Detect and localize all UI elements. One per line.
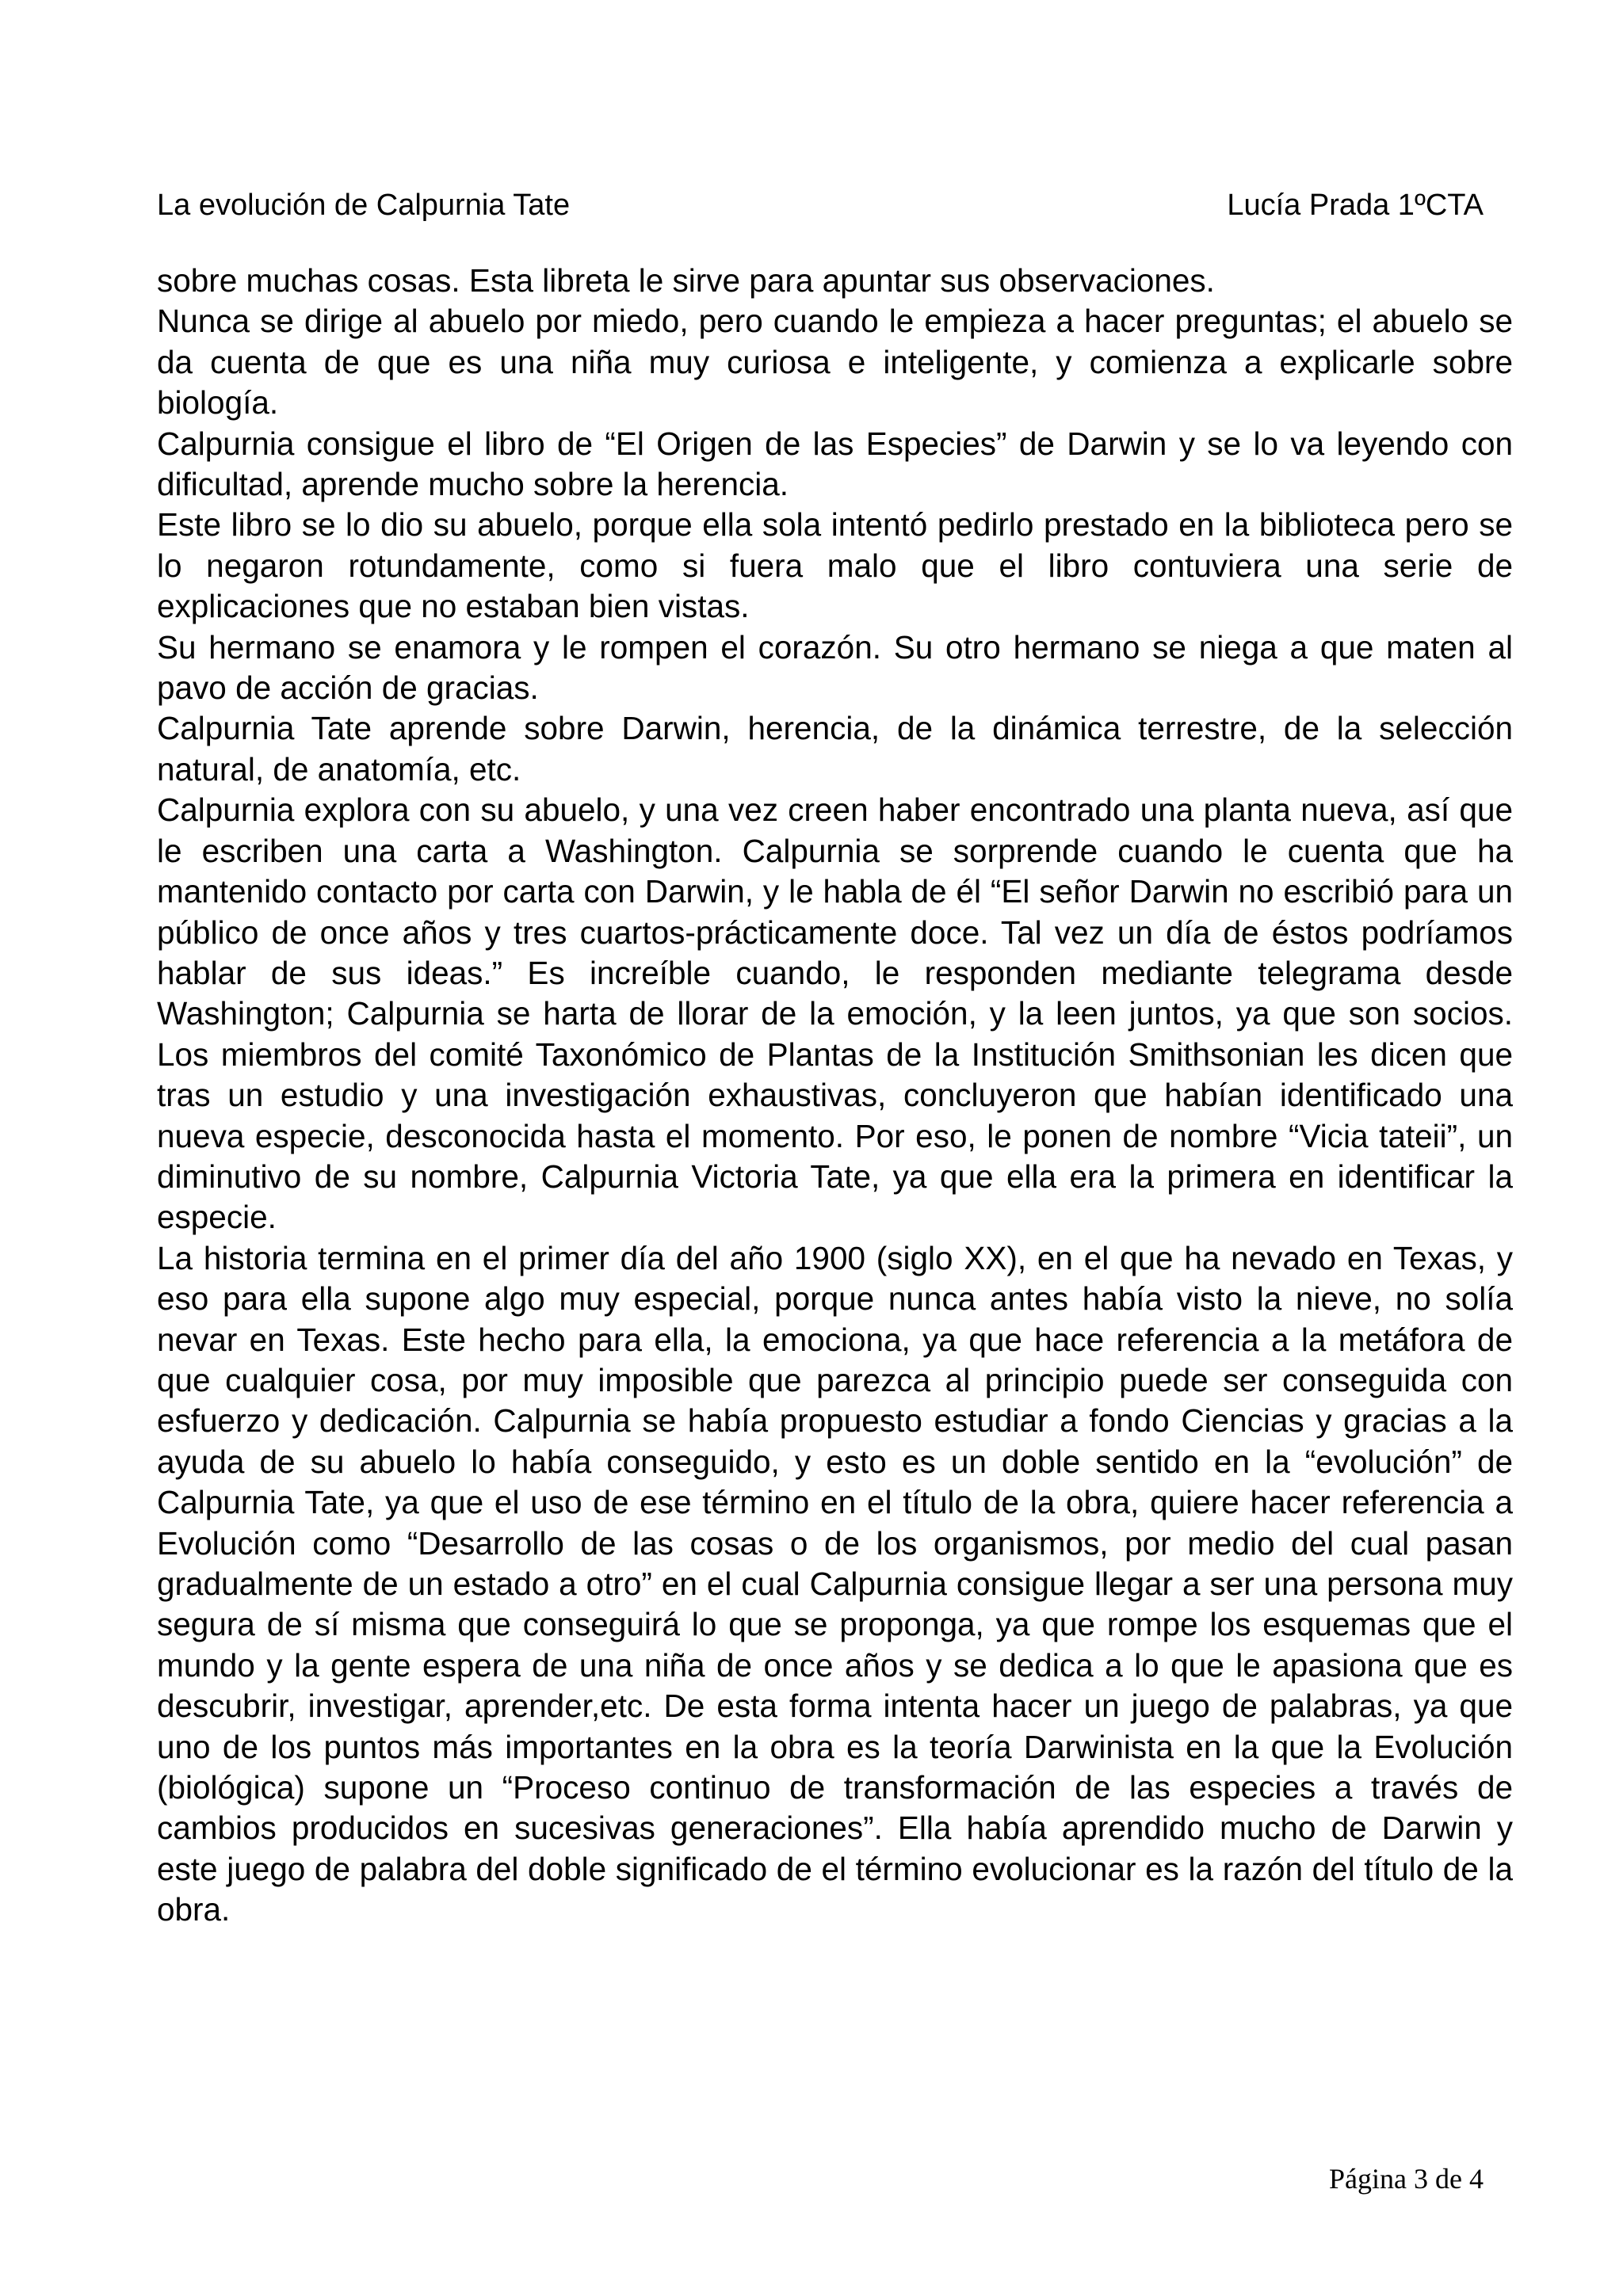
- document-title: La evolución de Calpurnia Tate: [157, 189, 571, 222]
- author-label: Lucía Prada 1ºCTA: [1227, 189, 1484, 222]
- page-number: Página 3 de 4: [1329, 2163, 1484, 2195]
- paragraph: Nunca se dirige al abuelo por miedo, pero cuando le empieza a hacer preguntas; el abuelo se da cuenta de que es una niña muy curiosa e inteligente, y comienza a explicarle sobre biología.: [157, 303, 1513, 421]
- paragraph: sobre muchas cosas. Esta libreta le sirve para apuntar sus observaciones.: [157, 262, 1215, 299]
- paragraph: Calpurnia Tate aprende sobre Darwin, herencia, de la dinámica terrestre, de la selección natural, de anatomía, etc.: [157, 710, 1513, 788]
- paragraph: Calpurnia explora con su abuelo, y una vez creen haber encontrado una planta nueva, así que le escriben una carta a Washington. Calpurnia se sorprende cuando le cuenta que ha mantenido contacto por carta con Darwin, y le habla de él “El señor Darwin no escribió para un público de once años y tres cuartos-prácticamente doce. Tal vez un día de éstos podríamos hablar de sus ideas.” Es increíble cuando, le responden mediante telegrama desde Washington; Calpurnia se harta de llorar de la emoción, y la leen juntos, ya que son socios. Los miembros del comité Taxonómico de Plantas de la Institución Smithsonian les dicen que tras un estudio y una investigación exhaustivas, concluyeron que habían identificado una nueva especie, desconocida hasta el momento. Por eso, le ponen de nombre “Vicia tateii”, un diminutivo de su nombre, Calpurnia Victoria Tate, ya que ella era la primera en identificar la especie.: [157, 791, 1513, 1236]
- paragraph: Su hermano se enamora y le rompen el corazón. Su otro hermano se niega a que maten al pavo de acción de gracias.: [157, 628, 1513, 707]
- paragraph: La historia termina en el primer día del año 1900 (siglo XX), en el que ha nevado en Texas, y eso para ella supone algo muy especial, porque nunca antes había visto la nieve, no solía nevar en Texas. Este hecho para ella, la emociona, ya que hace referencia a la metáfora de que cualquier cosa, por muy imposible que parezca al principio puede ser conseguida con esfuerzo y dedicación. Calpurnia se había propuesto estudiar a fondo Ciencias y gracias a la ayuda de su abuelo lo había conseguido, y esto es un doble sentido en la “evolución” de Calpurnia Tate, ya que el uso de ese término en el título de la obra, quiere hacer referencia a Evolución como “Desarrollo de las cosas o de los organismos, por medio del cual pasan gradualmente de un estado a otro” en el cual Calpurnia consigue llegar a ser una persona muy segura de sí misma que conseguirá lo que se proponga, ya que rompe los esquemas que el mundo y la gente espera de una niña de once años y se dedica a lo que le apasiona que es descubrir, investigar, aprender,etc. De esta forma intenta hacer un juego de palabras, ya que uno de los puntos más importantes en la obra es la teoría Darwinista en la que la Evolución (biológica) supone un “Proceso continuo de transformación de las especies a través de cambios producidos en sucesivas generaciones”. Ella había aprendido mucho de Darwin y este juego de palabra del doble significado de el término evolucionar es la razón del título de la obra.: [157, 1239, 1513, 1928]
- page-header: [157, 185, 1484, 230]
- paragraph: Este libro se lo dio su abuelo, porque ella sola intentó pedirlo prestado en la biblioteca pero se lo negaron rotundamente, como si fuera malo que el libro contuviera una serie de explicaciones que no estaban bien vistas.: [157, 506, 1513, 625]
- paragraph: Calpurnia consigue el libro de “El Origen de las Especies” de Darwin y se lo va leyendo con dificultad, aprende mucho sobre la herencia.: [157, 425, 1513, 503]
- body-text: [157, 261, 1513, 1931]
